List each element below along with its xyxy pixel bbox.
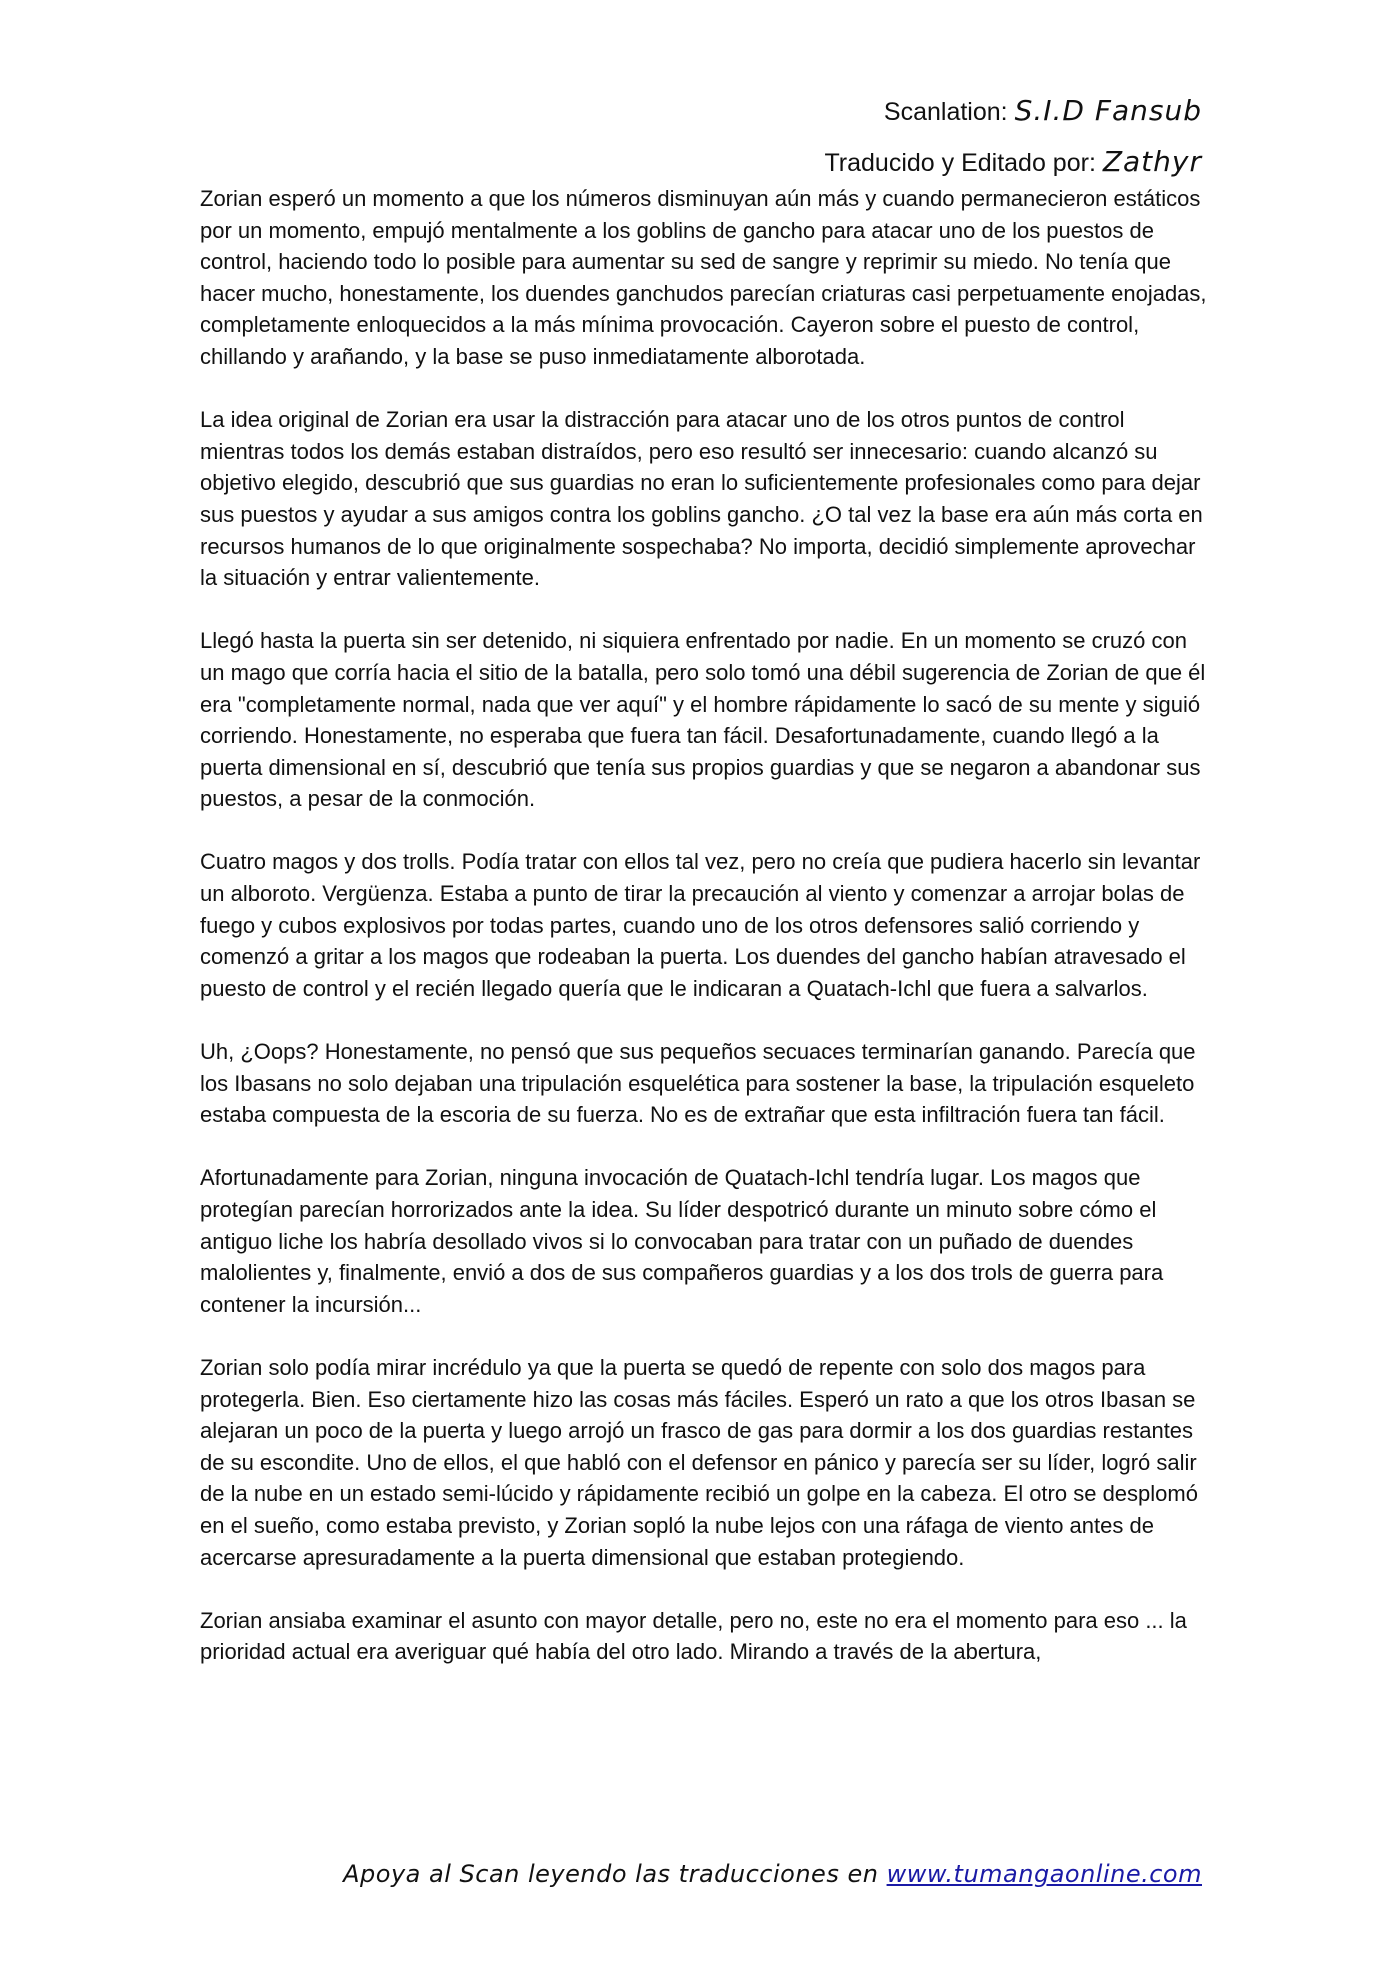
paragraph: Zorian ansiaba examinar el asunto con mayor detalle, pero no, este no era el momento para eso ... la prioridad actual era averiguar qué había del otro lado. Mirando a través de la abertura, bbox=[200, 1607, 1187, 1665]
footer-link[interactable]: www.tumangaonline.com bbox=[886, 1860, 1202, 1888]
chapter-text bbox=[200, 183, 1210, 1668]
scanlation-label: Scanlation: bbox=[883, 98, 1008, 126]
scanlation-credit bbox=[824, 86, 1202, 137]
paragraph: Uh, ¿Oops? Honestamente, no pensó que sus pequeños secuaces terminarían ganando. Parecía que los Ibasans no solo dejaban una tripulación esquelética para sostener la base, la tripulación esqueleto estaba compuesta de la escoria de su fuerza. No es de extrañar que esta infiltración fuera tan fácil. bbox=[200, 1039, 1196, 1128]
paragraph: Zorian solo podía mirar incrédulo ya que la puerta se quedó de repente con solo dos magos para protegerla. Bien. Eso ciertamente hizo las cosas más fáciles. Esperó un rato a que los otros Ibasan se alejaran un poco de la puerta y luego arrojó un frasco de gas para dormir a los dos guardias restantes de su escondite. Uno de ellos, el que habló con el defensor en pánico y parecía ser su líder, logró salir de la nube en un estado semi-lúcido y rápidamente recibió un golpe en la cabeza. El otro se desplomó en el sueño, como estaba previsto, y Zorian sopló la nube lejos con una ráfaga de viento antes de acercarse apresuradamente a la puerta dimensional que estaban protegiendo. bbox=[200, 1354, 1198, 1570]
paragraph: Llegó hasta la puerta sin ser detenido, ni siquiera enfrentado por nadie. En un momento se cruzó con un mago que corría hacia el sitio de la batalla, pero solo tomó una débil sugerencia de Zorian de que él era "completamente normal, nada que ver aquí" y el hombre rápidamente lo sacó de su mente y siguió corriendo. Honestamente, no esperaba que fuera tan fácil. Desafortunadamente, cuando llegó a la puerta dimensional en sí, descubrió que tenía sus propios guardias y que se negaron a abandonar sus puestos, a pesar de la conmoción. bbox=[200, 628, 1206, 812]
page-footer bbox=[343, 1860, 1202, 1888]
paragraph: Afortunadamente para Zorian, ninguna invocación de Quatach-Ichl tendría lugar. Los magos que protegían parecían horrorizados ante la idea. Su líder despotricó durante un minuto sobre cómo el antiguo liche los habría desollado vivos si lo convocaban para tratar con un puñado de duendes malolientes y, finalmente, envió a dos de sus compañeros guardias y a los dos trols de guerra para contener la incursión... bbox=[200, 1165, 1164, 1317]
translator-name: Zathyr bbox=[1102, 145, 1202, 178]
paragraph: Cuatro magos y dos trolls. Podía tratar con ellos tal vez, pero no creía que pudiera hacerlo sin levantar un alboroto. Vergüenza. Estaba a punto de tirar la precaución al viento y comenzar a arrojar bolas de fuego y cubos explosivos por todas partes, cuando uno de los otros defensores salió corriendo y comenzó a gritar a los magos que rodeaban la puerta. Los duendes del gancho habían atravesado el puesto de control y el recién llegado quería que le indicaran a Quatach-Ichl que fuera a salvarlos. bbox=[200, 849, 1201, 1001]
paragraph: Zorian esperó un momento a que los números disminuyan aún más y cuando permanecieron estáticos por un momento, empujó mentalmente a los goblins de gancho para atacar uno de los puestos de control, haciendo todo lo posible para aumentar su sed de sangre y reprimir su miedo. No tenía que hacer mucho, honestamente, los duendes ganchudos parecían criaturas casi perpetuamente enojadas, completamente enloquecidos a la más mínima provocación. Cayeron sobre el puesto de control, chillando y arañando, y la base se puso inmediatamente alborotada. bbox=[200, 186, 1207, 369]
scanlation-group: S.I.D Fansub bbox=[1014, 94, 1202, 127]
paragraph: La idea original de Zorian era usar la distracción para atacar uno de los otros puntos de control mientras todos los demás estaban distraídos, pero eso resultó ser innecesario: cuando alcanzó su objetivo elegido, descubrió que sus guardias no eran lo suficientemente profesionales como para dejar sus puestos y ayudar a sus amigos contra los goblins gancho. ¿O tal vez la base era aún más corta en recursos humanos de lo que originalmente sospechaba? No importa, decidió simplemente aprovechar la situación y entrar valientemente. bbox=[200, 407, 1203, 591]
page-header bbox=[824, 86, 1202, 188]
translator-label: Traducido y Editado por: bbox=[824, 149, 1096, 177]
footer-text: Apoya al Scan leyendo las traducciones en bbox=[343, 1860, 879, 1888]
translator-credit bbox=[824, 137, 1202, 188]
